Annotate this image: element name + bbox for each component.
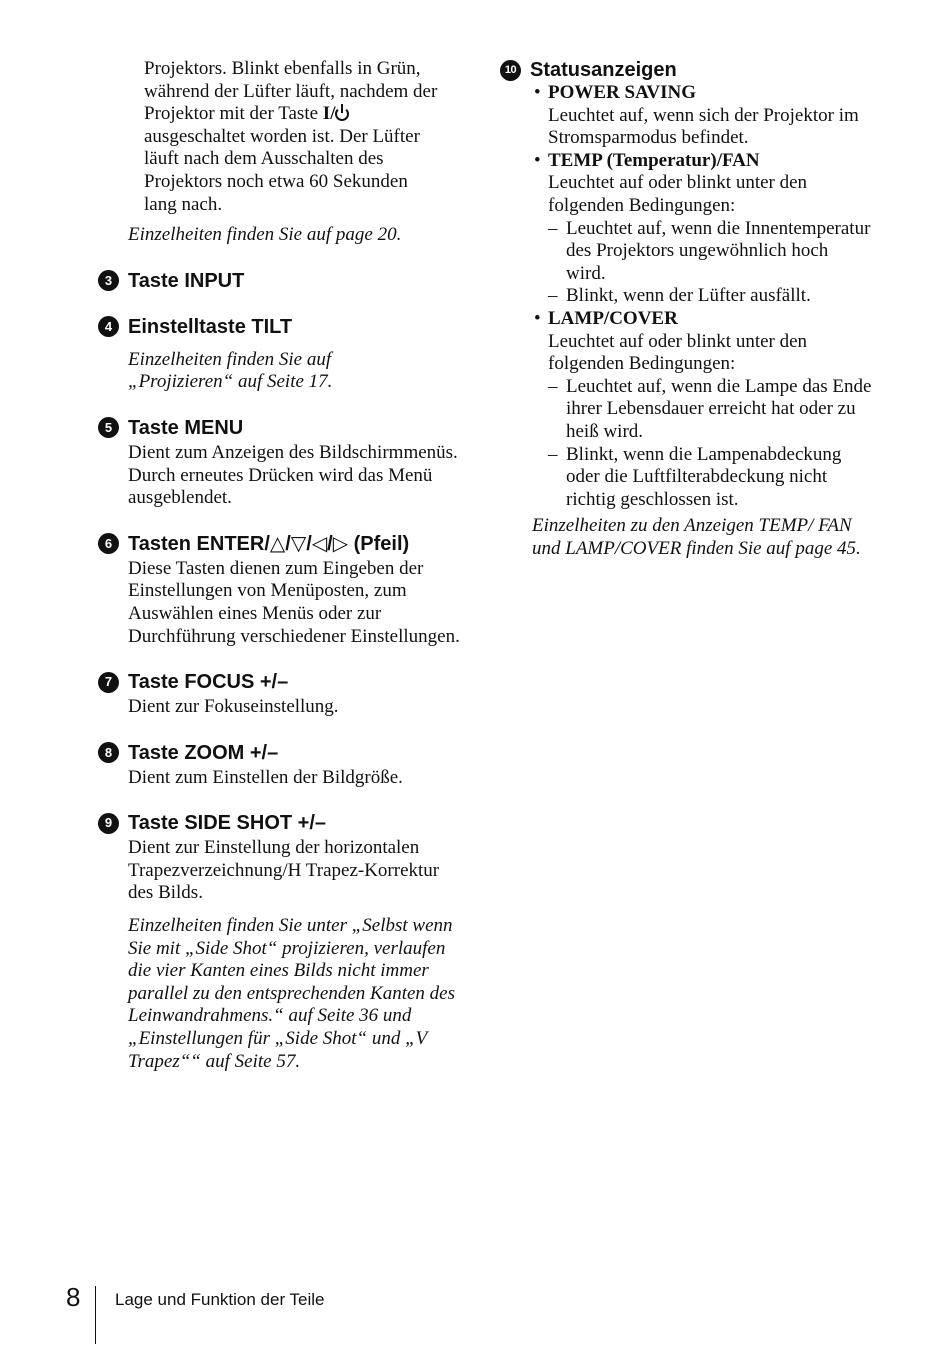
section-heading [98, 416, 468, 440]
section-title: Tasten ENTER/△/▽/◁/▷ (Pfeil) [128, 532, 410, 555]
section-4 [98, 315, 468, 394]
section-7 [98, 670, 468, 719]
left-column [98, 58, 468, 1073]
section-title: Taste ZOOM +/– [128, 741, 279, 764]
intro-line: während der Lüfter läuft, nachdem der [144, 80, 438, 102]
number-badge: 3 [98, 270, 119, 291]
intro-line: lang nach. [144, 193, 223, 215]
status-list [500, 82, 872, 560]
section-title: Taste INPUT [128, 269, 245, 292]
status-note: Einzelheiten zu den Anzeigen TEMP/ FAN und LAMP/COVER finden Sie auf page 45. [532, 515, 861, 559]
section-title: Taste MENU [128, 416, 244, 439]
intro-line: Projektors. Blinkt ebenfalls in Grün, [144, 58, 421, 79]
section-title: Taste SIDE SHOT +/– [128, 812, 327, 835]
intro-line-text: Projektor mit der Taste [144, 103, 323, 125]
section-body: Dient zum Einstellen der Bildgröße. [128, 766, 403, 788]
number-badge: 9 [98, 813, 119, 834]
indicator-name: • POWER SAVING [548, 82, 696, 103]
section-heading [98, 670, 468, 694]
intro-note: Einzelheiten finden Sie auf page 20. [128, 224, 402, 246]
intro-line: Projektors noch etwa 60 Sekunden [144, 170, 408, 192]
indicator-list [532, 82, 872, 511]
number-badge: 4 [98, 316, 119, 337]
condition-list [548, 218, 872, 308]
intro-line [144, 103, 468, 126]
section-5 [98, 416, 468, 510]
list-item [548, 308, 872, 511]
number-badge: 6 [98, 533, 119, 554]
section-6 [98, 532, 468, 648]
page-number: 8 [66, 1282, 81, 1312]
section-body: Dient zum Anzeigen des Bildschirmmenüs. Durch erneutes Drücken wird das Menü ausgeblendet. [128, 441, 458, 509]
condition-item: – Leuchtet auf, wenn die Innentemperatur des Projektors ungewöhnlich hoch wird. [566, 218, 872, 286]
condition-list [548, 376, 872, 512]
condition-item: – Leuchtet auf, wenn die Lampe das Ende ihrer Lebensdauer erreicht hat oder zu heiß wird. [566, 376, 872, 444]
section-body: Dient zur Fokuseinstellung. [128, 696, 339, 718]
intro-paragraph [98, 58, 468, 216]
footer-divider [95, 1286, 96, 1344]
number-badge: 7 [98, 672, 119, 693]
list-item [548, 150, 872, 308]
indicator-text: Leuchtet auf oder blinkt unter den folgenden Bedingungen: [548, 172, 808, 216]
intro-line: ausgeschaltet worden ist. Der Lüfter [144, 125, 420, 147]
section-heading [98, 532, 468, 556]
right-column [500, 58, 872, 560]
number-badge: 5 [98, 417, 119, 438]
power-symbol-text: I/ [322, 103, 336, 125]
intro-line: läuft nach dem Ausschalten des [144, 148, 384, 170]
section-heading [98, 741, 468, 765]
section-body: Diese Tasten dienen zum Eingeben der Einstellungen von Menüposten, zum Auswählen eines Menüs oder zur Durchführung verschiedener Einstellungen. [128, 557, 460, 647]
section-title: Taste FOCUS +/– [128, 671, 289, 694]
indicator-name: • TEMP (Temperatur)/FAN [548, 149, 760, 171]
section-9 [98, 811, 468, 1073]
number-badge: 8 [98, 742, 119, 763]
list-item [548, 82, 872, 150]
section-heading [98, 811, 468, 835]
indicator-text: Leuchtet auf, wenn sich der Projektor im Stromsparmodus befindet. [548, 104, 859, 149]
indicator-text: Leuchtet auf oder blinkt unter den folgenden Bedingungen: [548, 330, 808, 375]
condition-item: – Blinkt, wenn der Lüfter ausfällt. [566, 285, 872, 308]
section-body: Dient zur Einstellung der horizontalen Trapezverzeichnung/H Trapez-Korrektur des Bilds. [128, 837, 440, 904]
section-3 [98, 269, 468, 293]
section-8 [98, 741, 468, 790]
number-badge: 10 [500, 60, 521, 81]
section-title: Statusanzeigen [530, 59, 677, 81]
section-title: Einstelltaste TILT [128, 315, 293, 338]
condition-item: – Blinkt, wenn die Lampenabdeckung oder die Luftfilterabdeckung nicht richtig geschlossen ist. [566, 444, 872, 512]
footer-section-title: Lage und Funktion der Teile [115, 1290, 325, 1309]
section-heading [98, 315, 468, 339]
indicator-name: • LAMP/COVER [548, 307, 678, 329]
section-heading [98, 269, 468, 293]
power-icon [335, 107, 349, 121]
section-note: Einzelheiten finden Sie unter „Selbst wenn Sie mit „Side Shot“ projizieren, verlaufen die vier Kanten eines Bilds nicht immer parallel zu den entsprechenden Kanten des Leinwandrahmens.“ auf Seite 36 und „Einstellungen für „Side Shot“ und „V Trapez““ auf Seite 57. [128, 915, 455, 1072]
status-heading [500, 58, 872, 82]
section-note: Einzelheiten finden Sie auf „Projizieren“ auf Seite 17. [128, 348, 333, 393]
